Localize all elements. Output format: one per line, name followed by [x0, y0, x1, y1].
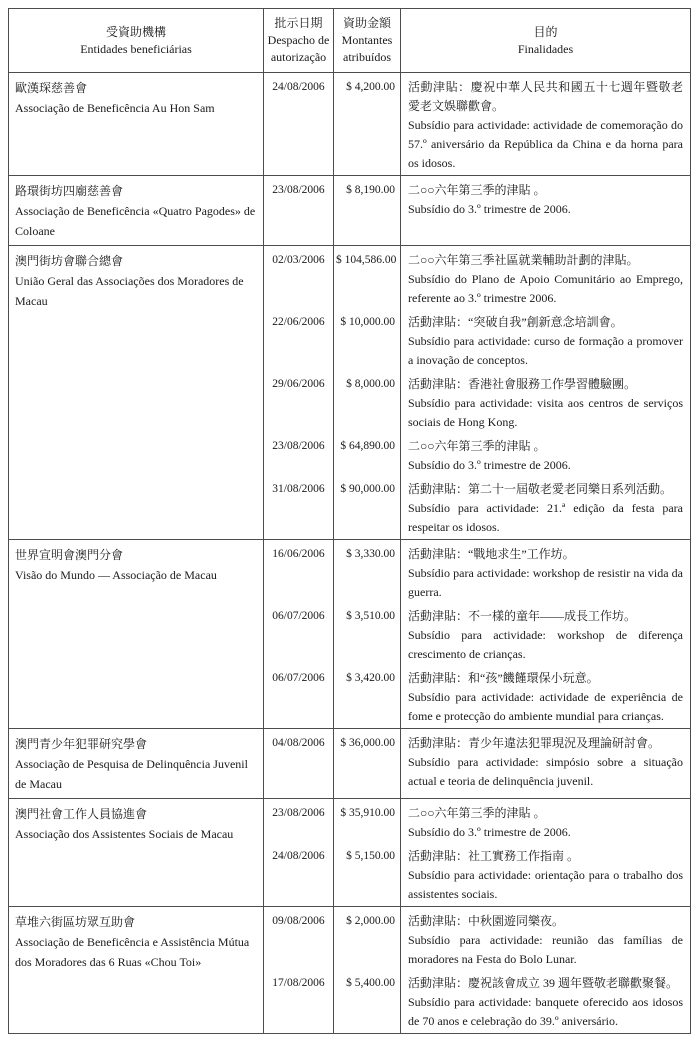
authorization-date: 17/08/2006 — [264, 971, 334, 1034]
entity-cell — [9, 907, 264, 1034]
purpose-cell — [401, 246, 691, 311]
purpose-cell — [401, 372, 691, 434]
table-row — [9, 907, 691, 972]
table-row — [9, 729, 691, 799]
entity-name-zh: 澳門街坊會聯合總會 — [15, 254, 124, 268]
table-row — [9, 246, 691, 311]
entity-name-pt: Associação de Beneficência e Assistência Mútua dos Moradores das 6 Ruas «Chou Toi» — [15, 935, 250, 969]
entity-name-pt: Visão do Mundo — Associação de Macau — [15, 568, 217, 582]
header-entity-zh: 受資助機構 — [105, 24, 166, 39]
entity-name-pt: Associação de Pesquisa de Delinquência Juvenil de Macau — [15, 757, 248, 791]
header-entity — [9, 9, 264, 73]
purpose-text-zh: 活動津貼：“突破自我”創新意念培訓會。 — [408, 315, 623, 329]
purpose-text-zh: 活動津貼：中秋園遊同樂夜。 — [408, 914, 565, 928]
header-entity-pt: Entidades beneficiárias — [80, 41, 192, 56]
granted-amount: $ 10,000.00 — [334, 310, 401, 372]
table-row — [9, 799, 691, 845]
purpose-text-zh: 活動津貼：不一樣的童年——成長工作坊。 — [408, 609, 637, 623]
purpose-cell — [401, 310, 691, 372]
header-date-pt: Despacho de autorização — [267, 33, 330, 64]
purpose-text-zh: 二○○六年第三季社區就業輔助計劃的津貼。 — [408, 253, 639, 267]
entity-cell — [9, 176, 264, 246]
granted-amount: $ 3,330.00 — [334, 540, 401, 605]
authorization-date: 24/08/2006 — [264, 73, 334, 176]
entity-name-pt: Associação dos Assistentes Sociais de Macau — [15, 827, 234, 841]
granted-amount: $ 5,400.00 — [334, 971, 401, 1034]
authorization-date: 24/08/2006 — [264, 844, 334, 907]
entity-cell — [9, 246, 264, 540]
granted-amount: $ 64,890.00 — [334, 434, 401, 477]
purpose-text-pt: Subsídio para actividade: actividade de comemoração do 57.º aniversário da República da China e da horna para os idosos. — [408, 118, 683, 170]
purpose-text-pt: Subsídio para actividade: simpósio sobre a situação actual e teoria de delinquência juvenil. — [408, 755, 683, 788]
purpose-text-pt: Subsídio do 3.º trimestre de 2006. — [408, 458, 571, 472]
entity-name-pt: União Geral das Associações dos Moradores de Macau — [15, 274, 244, 308]
purpose-cell — [401, 666, 691, 729]
purpose-text-pt: Subsídio para actividade: orientação para o trabalho dos assistentes sociais. — [408, 868, 683, 901]
authorization-date: 23/08/2006 — [264, 434, 334, 477]
purpose-text-pt: Subsídio do 3.º trimestre de 2006. — [408, 825, 571, 839]
entity-name-zh: 草堆六街區坊眾互助會 — [15, 915, 136, 929]
purpose-text-zh: 二○○六年第三季的津貼 。 — [408, 806, 546, 820]
purpose-text-pt: Subsídio para actividade: curso de formação a promover a inovação de conceptos. — [408, 334, 683, 367]
purpose-cell — [401, 729, 691, 799]
table-row — [9, 540, 691, 605]
header-date-zh: 批示日期 — [274, 16, 323, 30]
subsidy-table-body — [9, 73, 691, 1034]
entity-cell — [9, 729, 264, 799]
purpose-text-pt: Subsídio para actividade: workshop de diferença crescimento de crianças. — [408, 628, 683, 661]
header-purpose-zh: 目的 — [533, 24, 558, 39]
purpose-cell — [401, 73, 691, 176]
purpose-text-zh: 活動津貼：第二十一屆敬老愛老同樂日系列活動。 — [408, 482, 673, 496]
purpose-text-pt: Subsídio para actividade: reunião das famílias de moradores na Festa do Bolo Lunar. — [408, 933, 683, 966]
purpose-text-zh: 活動津貼：慶祝該會成立 39 週年暨敬老聯歡聚餐。 — [408, 976, 679, 990]
purpose-text-zh: 活動津貼：社工實務工作指南 。 — [408, 849, 580, 863]
entity-name-zh: 澳門社會工作人員協進會 — [15, 807, 148, 821]
purpose-cell — [401, 604, 691, 666]
purpose-text-zh: 二○○六年第三季的津貼 。 — [408, 183, 546, 197]
authorization-date: 04/08/2006 — [264, 729, 334, 799]
entity-cell — [9, 73, 264, 176]
purpose-text-zh: 活動津貼：“戰地求生”工作坊。 — [408, 547, 575, 561]
entity-cell — [9, 540, 264, 729]
purpose-text-pt: Subsídio para actividade: banquete oferecido aos idosos de 70 anos e celebração do 39.º aniversário. — [408, 995, 683, 1028]
granted-amount: $ 104,586.00 — [334, 246, 401, 311]
granted-amount: $ 3,510.00 — [334, 604, 401, 666]
authorization-date: 16/06/2006 — [264, 540, 334, 605]
authorization-date: 29/06/2006 — [264, 372, 334, 434]
granted-amount: $ 35,910.00 — [334, 799, 401, 845]
entity-name-pt: Associação de Beneficência Au Hon Sam — [15, 101, 215, 115]
authorization-date: 06/07/2006 — [264, 666, 334, 729]
entity-name-pt: Associação de Beneficência «Quatro Pagodes» de Coloane — [15, 204, 256, 238]
purpose-cell — [401, 907, 691, 972]
purpose-text-zh: 活動津貼：和“孩”饑饉環保小玩意。 — [408, 671, 599, 685]
purpose-text-pt: Subsídio do Plano de Apoio Comunitário ao Emprego, referente ao 3.º trimestre 2006. — [408, 272, 683, 305]
purpose-cell — [401, 799, 691, 845]
purpose-text-pt: Subsídio para actividade: workshop de resistir na vida da guerra. — [408, 566, 683, 599]
entity-name-zh: 歐漢琛慈善會 — [15, 81, 88, 95]
granted-amount: $ 2,000.00 — [334, 907, 401, 972]
subsidy-table — [8, 8, 691, 1034]
purpose-cell — [401, 176, 691, 246]
granted-amount: $ 90,000.00 — [334, 477, 401, 540]
entity-name-zh: 世界宣明會澳門分會 — [15, 548, 124, 562]
purpose-text-pt: Subsídio do 3.º trimestre de 2006. — [408, 202, 571, 216]
header-amount-zh: 資助金額 — [342, 16, 391, 30]
header-row — [9, 9, 691, 73]
granted-amount: $ 8,000.00 — [334, 372, 401, 434]
purpose-text-pt: Subsídio para actividade: actividade de experiência de fome e protecção do ambiente mundial para crianças. — [408, 690, 683, 723]
authorization-date: 02/03/2006 — [264, 246, 334, 311]
entity-name-zh: 路環街坊四廟慈善會 — [15, 184, 124, 198]
authorization-date: 31/08/2006 — [264, 477, 334, 540]
purpose-cell — [401, 540, 691, 605]
purpose-text-zh: 活動津貼：慶祝中華人民共和國五十七週年暨敬老愛老文娛聯歡會。 — [408, 80, 683, 113]
table-row — [9, 73, 691, 176]
header-amount-pt: Montantes atribuídos — [341, 33, 393, 64]
granted-amount: $ 3,420.00 — [334, 666, 401, 729]
purpose-cell — [401, 434, 691, 477]
entity-name-zh: 澳門青少年犯罪研究學會 — [15, 737, 148, 751]
header-purpose-pt: Finalidades — [517, 41, 574, 56]
entity-cell — [9, 799, 264, 907]
authorization-date: 23/08/2006 — [264, 176, 334, 246]
purpose-cell — [401, 971, 691, 1034]
authorization-date: 22/06/2006 — [264, 310, 334, 372]
granted-amount: $ 36,000.00 — [334, 729, 401, 799]
table-row — [9, 176, 691, 246]
purpose-text-zh: 活動津貼：青少年違法犯罪現況及理論研討會。 — [408, 736, 661, 750]
granted-amount: $ 8,190.00 — [334, 176, 401, 246]
authorization-date: 06/07/2006 — [264, 604, 334, 666]
purpose-cell — [401, 477, 691, 540]
granted-amount: $ 5,150.00 — [334, 844, 401, 907]
purpose-cell — [401, 844, 691, 907]
purpose-text-zh: 活動津貼：香港社會服務工作學習體驗團。 — [408, 377, 637, 391]
authorization-date: 09/08/2006 — [264, 907, 334, 972]
purpose-text-zh: 二○○六年第三季的津貼 。 — [408, 439, 546, 453]
authorization-date: 23/08/2006 — [264, 799, 334, 845]
granted-amount: $ 4,200.00 — [334, 73, 401, 176]
header-amount — [334, 9, 401, 73]
purpose-text-pt: Subsídio para actividade: 21.ª edição da festa para respeitar os idosos. — [408, 501, 683, 534]
header-purpose — [401, 9, 691, 73]
header-date — [264, 9, 334, 73]
purpose-text-pt: Subsídio para actividade: visita aos centros de serviços sociais de Hong Kong. — [408, 396, 683, 429]
